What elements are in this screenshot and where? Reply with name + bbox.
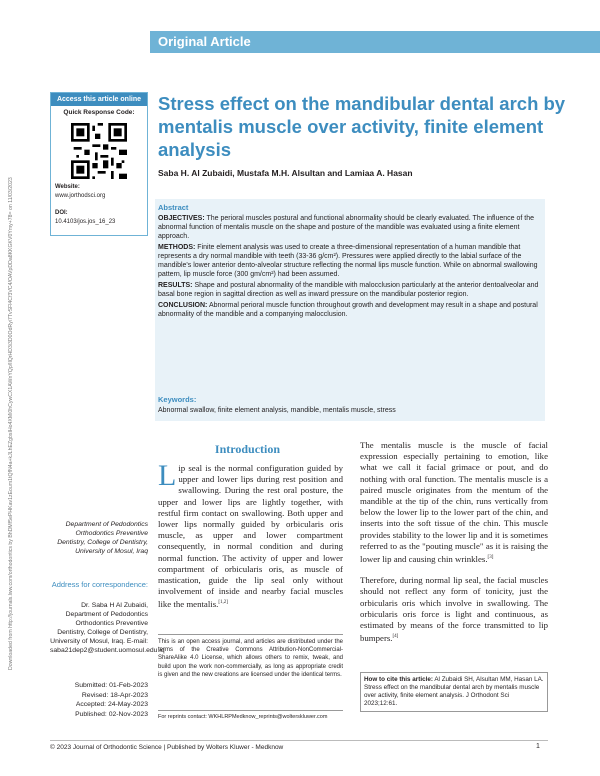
abstract-results: RESULTS: Shape and postural abnormality of the mandible with malocclusion particularly at the anterior dentoalveolar and basal bone region in sagittal direction as well as inward pressure on the mandibular posterior region. (158, 282, 539, 298)
introduction-text: Lip seal is the normal configuration guided by upper and lower lips during rest position and swallowing. During the rest oral posture, the upper and lower lips are lightly together, with restful firm contact on swallowing. Both upper and lower lips normally guided by orbicularis oris muscle, as upper and lower compartment consequently, in normal condition and during normal function. The activity of upper and lower compartment of orbicularis oris, as muscle of mastication, guide the lip seal only without involvement of inside and nearby facial muscles like the mentalis.[1,2] (158, 459, 343, 610)
qr-code-icon[interactable] (71, 123, 127, 179)
citation-ref[interactable]: [4] (392, 634, 399, 640)
paragraph: Therefore, during normal lip seal, the facial muscles should not reflect any form of tonicity, just the orbicularis oris which involve in swallowing. The orbicularis oris force is light and continuous, as estimated by means of the force transmitted to lip bumpers.[4] (360, 575, 548, 644)
correspondence-label: Address for correspondence: (51, 580, 148, 589)
department-affiliation: Department of Pedodontics Orthodontics Preventive Dentistry, College of Dentistry, University of Mosul, Iraq (57, 521, 148, 555)
download-watermark: Downloaded from http://journals.lww.com/orthodontics by BhDMf5ePHKav1zEoum1tQfN4a+kJLhEZgbsIHo4XMi0hCywCX1AWnYQp/IlQrHD3i3D0OdRyi7TvSFl4Cf3VC4/OAVpDDa8KKGKV0Ymy+78= on 11/03/2023 (8, 177, 14, 670)
doi-link[interactable]: 10.4103/jos.jos_16_23 (55, 219, 116, 225)
authors: Saba H. Al Zubaidi, Mustafa M.H. Alsultan and Lamiaa A. Hasan (158, 168, 413, 178)
access-article-box (50, 92, 148, 236)
abstract-methods: METHODS: Finite element analysis was used to create a three-dimensional representation of a human mandible that represents a dry normal mandible with teeth (33-36 g/cm²). Pressures were applied directly to the labial surface of the mandible's lower anterior dento-alveolar structure reflecting the normal lips muscle function. While on abnormal swallowing pattern, lip muscle force (300 gm/cm²) had been assumed. (158, 244, 538, 278)
correspondence-details: Dr. Saba H Al Zubaidi, Department of Pedodontics Orthodontics Preventive Dentistry, College of Dentistry, University of Mosul, Iraq. E-mail: saba21dep2@student.uomosul.edu.iq (50, 602, 165, 654)
how-to-cite-box: How to cite this article: Al Zubaidi SH, Alsultan MM, Hasan LA. Stress effect on the mandibular dental arch by mentalis muscle over activity, finite element analysis. J Orthodont Sci 2023;12:61. (360, 672, 548, 712)
date-submitted: Submitted: 01-Feb-2023 (74, 682, 148, 689)
article-type-banner: Original Article (150, 31, 600, 53)
citation-ref[interactable]: [3] (487, 555, 494, 561)
article-title: Stress effect on the mandibular dental arch by mentalis muscle over activity, finite element analysis (158, 93, 566, 160)
date-revised: Revised: 18-Apr-2023 (81, 691, 148, 699)
page-footer: © 2023 Journal of Orthodontic Science | Published by Wolters Kluwer - Medknow (50, 740, 548, 751)
reprints-contact: For reprints contact: WKHLRPMedknow_reprints@wolterskluwer.com (158, 710, 343, 720)
website-link[interactable]: www.jorthodsci.org (55, 193, 106, 199)
article-dates (50, 681, 148, 719)
citation-ref[interactable]: [1,2] (218, 600, 228, 606)
date-published: Published: 02-Nov-2023 (75, 710, 148, 718)
abstract-heading: Abstract (158, 203, 189, 212)
website-label: Website: (55, 184, 80, 190)
abstract-objectives: OBJECTIVES: The perioral muscles postural and functional abnormality should be clearly evaluated. The influence of the abnormal function of mentalis muscle on the shape and posture of the mandible was evaluated using a finite element approach. (158, 215, 535, 240)
keywords: Abnormal swallow, finite element analysis, mandible, mentalis muscle, stress (158, 407, 396, 414)
abstract-box (155, 199, 545, 421)
access-box-header: Access this article online (51, 93, 147, 106)
license-note: This is an open access journal, and articles are distributed under the terms of the Creative Commons Attribution-NonCommercial-ShareAlike 4.0 License, which allows others to remix, tweak, and build upon the work non-commercially, as long as appropriate credit is given and the new creations are licensed under the identical terms. (158, 634, 343, 679)
keywords-label: Keywords: (158, 395, 197, 404)
qr-label: Quick Response Code: (63, 109, 135, 116)
introduction-heading: Introduction (214, 442, 281, 456)
doi-label: DOI: (55, 210, 68, 216)
abstract-conclusion: CONCLUSION: Abnormal perioral muscle function throughout growth and development may result in a shape and postural abnormality of the mandible and a companying malocclusion. (158, 302, 538, 318)
date-accepted: Accepted: 24-May-2023 (75, 701, 148, 708)
drop-cap: L (158, 459, 177, 492)
page-number: 1 (536, 743, 540, 750)
paragraph: The mentalis muscle is the muscle of facial expression especially pertaining to emotion, like what we call it facial grimace or pout, and do nothing with oral function. The mentalis muscle is a paired muscle originates from the mentum of the mandible at the tip of the chin, runs vertically from below the lower lip to the lower part of the chin, and inserts into the soft tissue of the chin. This muscle provides stability to the lower lip and it is sometimes referred to as the "pouting muscle" as it is raising the lower lip and causing chin wrinkles.[3] (360, 440, 548, 564)
body-column-2 (360, 440, 548, 654)
